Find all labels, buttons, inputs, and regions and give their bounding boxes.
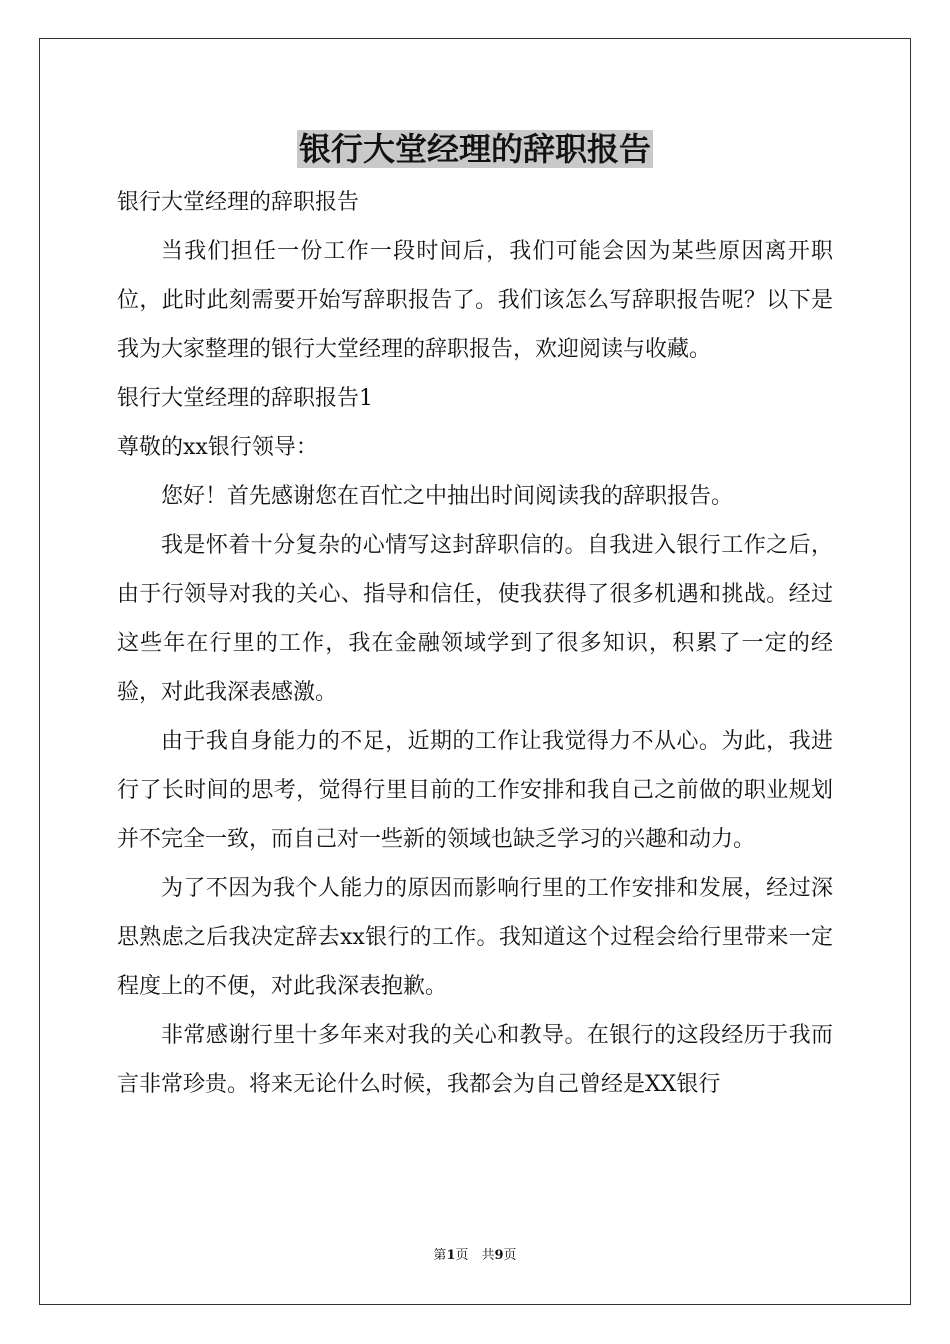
body-paragraph: 非常感谢行里十多年来对我的关心和教导。在银行的这段经历于我而言非常珍贵。将来无论什么时候，我都会为自己曾经是XX银行 (117, 1023, 833, 1097)
document-title-text: 银行大堂经理的辞职报告 (298, 130, 651, 168)
page-label-prefix: 第 (433, 1248, 447, 1263)
document-title (0, 127, 950, 177)
section-heading: 银行大堂经理的辞职报告1 (117, 386, 373, 411)
salutation: 尊敬的xx银行领导： (117, 435, 318, 460)
current-page-number: 1 (446, 1248, 456, 1263)
body-paragraph: 由于我自身能力的不足，近期的工作让我觉得力不从心。为此，我进行了长时间的思考，觉得行里目前的工作安排和我自己之前做的职业规划并不完全一致，而自己对一些新的领域也缺乏学习的兴趣和动力。 (117, 729, 833, 852)
body-paragraph: 您好！首先感谢您在百忙之中抽出时间阅读我的辞职报告。 (161, 484, 734, 509)
intro-paragraph: 当我们担任一份工作一段时间后，我们可能会因为某些原因离开职位，此时此刻需要开始写辞职报告了。我们该怎么写辞职报告呢？以下是我为大家整理的银行大堂经理的辞职报告，欢迎阅读与收藏。 (117, 239, 833, 362)
body-paragraph: 我是怀着十分复杂的心情写这封辞职信的。自我进入银行工作之后，由于行领导对我的关心、指导和信任，使我获得了很多机遇和挑战。经过这些年在行里的工作，我在金融领域学到了很多知识，积累了一定的经验，对此我深表感激。 (117, 533, 833, 705)
page-number-footer (0, 1246, 950, 1266)
body-paragraph: 为了不因为我个人能力的原因而影响行里的工作安排和发展，经过深思熟虑之后我决定辞去xx银行的工作。我知道这个过程会给行里带来一定程度上的不便，对此我深表抱歉。 (117, 876, 833, 999)
page-label-mid: 页 共 (455, 1248, 495, 1263)
total-page-number: 9 (494, 1248, 504, 1263)
page-label-suffix: 页 (503, 1248, 517, 1263)
document-subtitle: 银行大堂经理的辞职报告 (117, 190, 360, 215)
document-body (117, 178, 833, 1109)
